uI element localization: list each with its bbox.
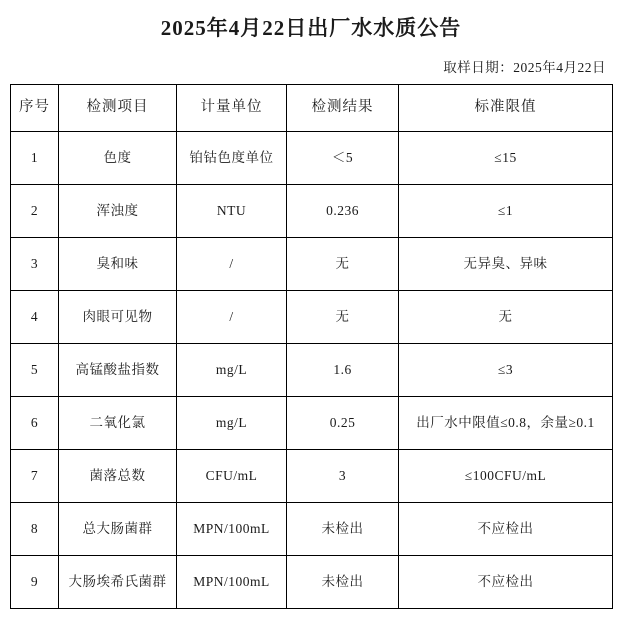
cell-no: 5	[11, 344, 59, 397]
table-row	[11, 291, 613, 344]
water-quality-table	[10, 84, 613, 609]
cell-result: 无	[287, 238, 399, 291]
cell-result: ＜5	[287, 132, 399, 185]
cell-result: 未检出	[287, 503, 399, 556]
cell-result: 无	[287, 291, 399, 344]
cell-item: 菌落总数	[59, 450, 177, 503]
cell-no: 7	[11, 450, 59, 503]
cell-limit: ≤3	[399, 344, 613, 397]
cell-unit: mg/L	[177, 344, 287, 397]
cell-unit: MPN/100mL	[177, 556, 287, 609]
cell-limit: ≤100CFU/mL	[399, 450, 613, 503]
cell-result: 0.236	[287, 185, 399, 238]
cell-unit: /	[177, 291, 287, 344]
cell-result: 1.6	[287, 344, 399, 397]
table-row	[11, 503, 613, 556]
cell-item: 二氧化氯	[59, 397, 177, 450]
table-header-row	[11, 85, 613, 132]
cell-no: 4	[11, 291, 59, 344]
cell-limit: ≤15	[399, 132, 613, 185]
cell-no: 9	[11, 556, 59, 609]
column-header-limit: 标准限值	[399, 85, 613, 132]
page-title: 2025年4月22日出厂水水质公告	[160, 16, 462, 40]
cell-item: 肉眼可见物	[59, 291, 177, 344]
column-header-result: 检测结果	[287, 85, 399, 132]
table-row	[11, 238, 613, 291]
cell-unit: MPN/100mL	[177, 503, 287, 556]
cell-unit: mg/L	[177, 397, 287, 450]
cell-item: 色度	[59, 132, 177, 185]
cell-unit: CFU/mL	[177, 450, 287, 503]
cell-no: 6	[11, 397, 59, 450]
cell-limit: ≤1	[399, 185, 613, 238]
cell-result: 未检出	[287, 556, 399, 609]
cell-no: 1	[11, 132, 59, 185]
table-row	[11, 556, 613, 609]
cell-unit: /	[177, 238, 287, 291]
cell-result: 3	[287, 450, 399, 503]
sample-date: 取样日期：2025年4月22日	[443, 60, 606, 75]
cell-unit: 铂钴色度单位	[177, 132, 287, 185]
cell-result: 0.25	[287, 397, 399, 450]
table-row	[11, 344, 613, 397]
cell-item: 大肠埃希氏菌群	[59, 556, 177, 609]
cell-limit: 无	[399, 291, 613, 344]
cell-item: 臭和味	[59, 238, 177, 291]
table-row	[11, 397, 613, 450]
cell-limit: 不应检出	[399, 556, 613, 609]
column-header-item: 检测项目	[59, 85, 177, 132]
cell-no: 2	[11, 185, 59, 238]
cell-limit: 不应检出	[399, 503, 613, 556]
table-row	[11, 450, 613, 503]
cell-item: 总大肠菌群	[59, 503, 177, 556]
cell-limit: 无异臭、异味	[399, 238, 613, 291]
cell-item: 浑浊度	[59, 185, 177, 238]
table-row	[11, 132, 613, 185]
column-header-unit: 计量单位	[177, 85, 287, 132]
cell-unit: NTU	[177, 185, 287, 238]
document-page	[0, 14, 622, 621]
cell-no: 8	[11, 503, 59, 556]
column-header-no: 序号	[11, 85, 59, 132]
table-row	[11, 185, 613, 238]
cell-no: 3	[11, 238, 59, 291]
cell-limit: 出厂水中限值≤0.8，余量≥0.1	[399, 397, 613, 450]
cell-item: 高锰酸盐指数	[59, 344, 177, 397]
